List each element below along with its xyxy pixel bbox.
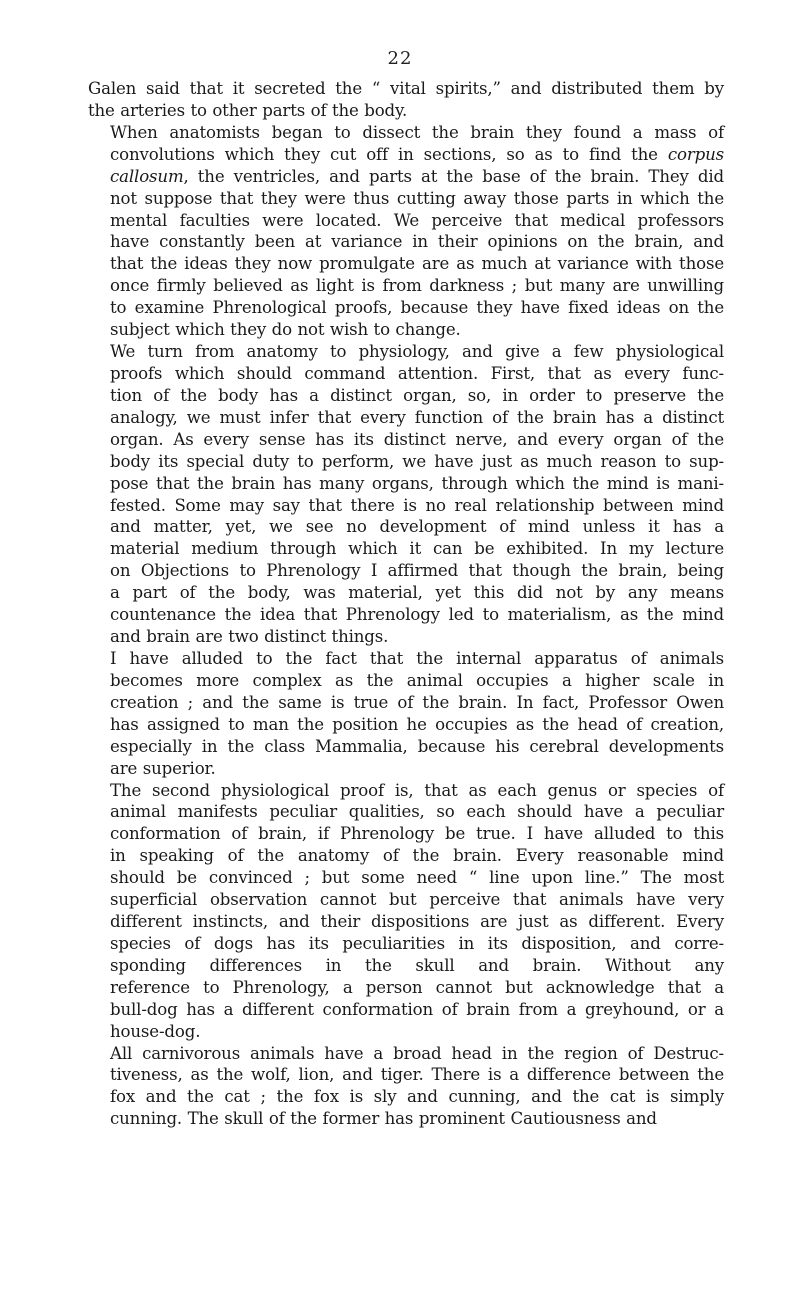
text-line: Galen said that it secreted the “ vital spirits,” and distributed them by [88,79,724,98]
paragraph [88,648,724,780]
text-line: are superior. [110,758,216,778]
text-line: conformation of brain, if Phrenology be true. I have alluded to this [110,824,724,844]
text-line: has assigned to man the position he occupies as the head of creation, [110,714,724,734]
paragraph [88,780,724,1043]
text-line: creation ; and the same is true of the brain. In fact, Professor Owen [110,692,724,712]
paragraph [88,78,724,122]
text-line: tion of the body has a distinct organ, so, in order to preserve the [110,385,724,405]
text-line: species of dogs has its peculiarities in its disposition, and corre- [110,933,724,953]
text-line: tiveness, as the wolf, lion, and tiger. There is a difference between the [110,1065,724,1085]
text-line: All carnivorous animals have a broad head in the region of Destruc- [110,1043,724,1063]
text-line: different instincts, and their dispositions are just as different. Every [110,912,724,932]
text-line: When anatomists began to dissect the brain they found a mass of [110,122,724,142]
text-line: on Objections to Phrenology I affirmed that though the brain, being [110,561,724,581]
text-line: callosum, the ventricles, and parts at the base of the brain. They did [110,166,724,186]
text-line: have constantly been at variance in their opinions on the brain, and [110,232,724,252]
paragraph [88,1043,724,1131]
text-line: material medium through which it can be exhibited. In my lecture [110,539,724,559]
text-line: I have alluded to the fact that the internal apparatus of animals [110,648,724,668]
text-line: once firmly believed as light is from darkness ; but many are unwilling [110,276,724,296]
text-line: analogy, we must infer that every function of the brain has a distinct [110,407,724,427]
text-line: to examine Phrenological proofs, because they have fixed ideas on the [110,298,724,318]
text-line: pose that the brain has many organs, through which the mind is mani- [110,473,724,493]
text-line: a part of the body, was material, yet this did not by any means [110,583,724,603]
text-line: body its special duty to perform, we have just as much reason to sup- [110,451,724,471]
text-line: in speaking of the anatomy of the brain. Every reasonable mind [110,846,724,866]
text-line: that the ideas they now promulgate are as much at variance with those [110,254,724,274]
text-line: cunning. The skull of the former has prominent Cautiousness and [110,1109,657,1129]
text-line: the arteries to other parts of the body. [88,100,408,120]
text-line: The second physiological proof is, that as each genus or species of [110,780,724,800]
text-line: house-dog. [110,1021,201,1041]
text-line: We turn from anatomy to physiology, and give a few physiological [110,342,724,362]
text-line: and matter, yet, we see no development of mind unless it has a [110,517,724,537]
body-text [88,78,724,1130]
text-line: mental faculties were located. We perceive that medical professors [110,210,724,230]
italic-term: callosum [110,166,184,186]
text-line: not suppose that they were thus cutting away those parts in which the [110,188,724,208]
text-line: fox and the cat ; the fox is sly and cunning, and the cat is simply [110,1087,724,1107]
text-line: organ. As every sense has its distinct nerve, and every organ of the [110,429,724,449]
text-line: reference to Phrenology, a person cannot but acknowledge that a [110,977,724,997]
text-line: convolutions which they cut off in sections, so as to find the corpus [110,144,724,164]
text-line: should be convinced ; but some need “ line upon line.” The most [110,868,724,888]
text-line: fested. Some may say that there is no real relationship between mind [110,495,724,515]
text-line: becomes more complex as the animal occupies a higher scale in [110,670,724,690]
page-number: 22 [387,48,413,69]
text-line: especially in the class Mammalia, because his cerebral developments [110,736,724,756]
text-line: subject which they do not wish to change. [110,320,461,340]
text-line: bull-dog has a different conformation of brain from a greyhound, or a [110,999,724,1019]
text-line: animal manifests peculiar qualities, so each should have a peculiar [110,802,724,822]
text-line: countenance the idea that Phrenology led to materialism, as the mind [110,605,724,625]
italic-term: corpus [667,144,724,164]
text-line: sponding differences in the skull and brain. Without any [110,955,724,975]
text-line: superficial observation cannot but perceive that animals have very [110,890,724,910]
paragraph [88,341,724,648]
text-line: proofs which should command attention. First, that as every func- [110,363,724,383]
paragraph [88,122,724,341]
text-line: and brain are two distinct things. [110,627,389,647]
